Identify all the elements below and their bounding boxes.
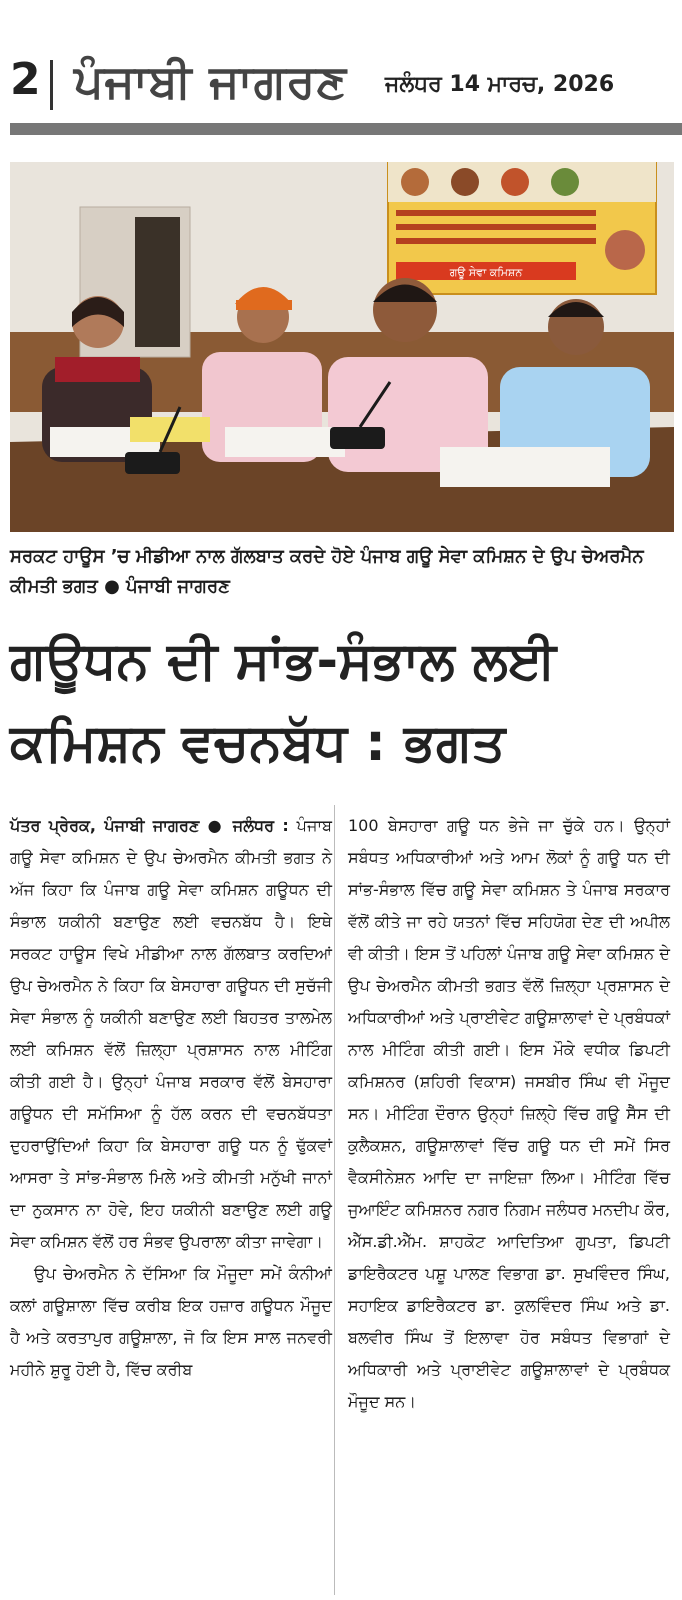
masthead-divider [50, 60, 53, 110]
caption-text: ਸਰਕਟ ਹਾਊਸ ’ਚ ਮੀਡੀਆ ਨਾਲ ਗੱਲਬਾਤ ਕਰਦੇ ਹੋਏ ਪੰਜਾਬ ਗਊ ਸੇਵਾ ਕਮਿਸ਼ਨ ਦੇ ਉਪ ਚੇਅਰਮੈਨ ਕੀਮਤੀ ਭਗਤ [10, 546, 644, 597]
article-paragraph-3: 100 ਬੇਸਹਾਰਾ ਗਊ ਧਨ ਭੇਜੇ ਜਾ ਚੁੱਕੇ ਹਨ। ਉਨ੍ਹਾਂ ਸਬੰਧਤ ਅਧਿਕਾਰੀਆਂ ਅਤੇ ਆਮ ਲੋਕਾਂ ਨੂੰ ਗਊ ਧਨ ਦੀ ਸਾਂਭ-ਸੰਭਾਲ ਵਿੱਚ ਗਊ ਸੇਵਾ ਕਮਿਸ਼ਨ ਤੇ ਪੰਜਾਬ ਸਰਕਾਰ ਵੱਲੋਂ ਕੀਤੇ ਜਾ ਰਹੇ ਯਤਨਾਂ ਵਿੱਚ ਸਹਿਯੋਗ ਦੇਣ ਦੀ ਅਪੀਲ ਵੀ ਕੀਤੀ। ਇਸ ਤੋਂ ਪਹਿਲਾਂ ਪੰਜਾਬ ਗਊ ਸੇਵਾ ਕਮਿਸ਼ਨ ਦੇ ਉਪ ਚੇਅਰਮੈਨ ਕੀਮਤੀ ਭਗਤ ਵੱਲੋਂ ਜ਼ਿਲ੍ਹਾ ਪ੍ਰਸ਼ਾਸਨ ਦੇ ਅਧਿਕਾਰੀਆਂ ਅਤੇ ਪ੍ਰਾਈਵੇਟ ਗਊਸ਼ਾਲਾਵਾਂ ਦੇ ਪ੍ਰਬੰਧਕਾਂ ਨਾਲ ਮੀਟਿੰਗ ਕੀਤੀ ਗਈ। ਇਸ ਮੌਕੇ ਵਧੀਕ ਡਿਪਟੀ ਕਮਿਸ਼ਨਰ (ਸ਼ਹਿਰੀ ਵਿਕਾਸ) ਜਸਬੀਰ ਸਿੰਘ ਵੀ ਮੌਜੂਦ ਸਨ। ਮੀਟਿੰਗ ਦੌਰਾਨ ਉਨ੍ਹਾਂ ਜ਼ਿਲ੍ਹੇ ਵਿੱਚ ਗਊ ਸੈੱਸ ਦੀ ਕੁਲੈਕਸ਼ਨ, ਗਊਸ਼ਾਲਾਵਾਂ ਵਿੱਚ ਗਊ ਧਨ ਦੀ ਸਮੇਂ ਸਿਰ ਵੈਕਸੀਨੇਸ਼ਨ ਆਦਿ ਦਾ ਜਾਇਜ਼ਾ ਲਿਆ। ਮੀਟਿੰਗ ਵਿੱਚ ਜੁਆਇੰਟ ਕਮਿਸ਼ਨਰ ਨਗਰ ਨਿਗਮ ਜਲੰਧਰ ਮਨਦੀਪ ਕੌਰ, ਐੱਸ.ਡੀ.ਐੱਮ. ਸ਼ਾਹਕੋਟ ਆਦਿਤਿਆ ਗੁਪਤਾ, ਡਿਪਟੀ ਡਾਇਰੈਕਟਰ ਪਸ਼ੂ ਪਾਲਣ ਵਿਭਾਗ ਡਾ. ਸੁਖਵਿੰਦਰ ਸਿੰਘ, ਸਹਾਇਕ ਡਾਇਰੈਕਟਰ ਡਾ. ਕੁਲਵਿੰਦਰ ਸਿੰਘ ਅਤੇ ਡਾ. ਬਲਵੀਰ ਸਿੰਘ ਤੋਂ ਇਲਾਵਾ ਹੋਰ ਸਬੰਧਤ ਵਿਭਾਗਾਂ ਦੇ ਅਧਿਕਾਰੀ ਅਤੇ ਪ੍ਰਾਈਵੇਟ ਗਊਸ਼ਾਲਾਵਾਂ ਦੇ ਪ੍ਰਬੰਧਕ ਮੌਜੂਦ ਸਨ। [348, 816, 670, 1411]
banner-text: ਗਊ ਸੇਵਾ ਕਮਿਸ਼ਨ [449, 266, 523, 279]
newspaper-logo: ਪੰਜਾਬੀ ਜਾਗਰਣ [74, 54, 348, 108]
masthead-rule [10, 123, 682, 135]
caption-credit: ● ਪੰਜਾਬੀ ਜਾਗਰਣ [104, 576, 230, 597]
column-divider [334, 805, 335, 1595]
dateline: ਜਲੰਧਰ 14 ਮਾਰਚ, 2026 [385, 72, 615, 97]
photo-caption [10, 542, 674, 602]
byline: ਪੱਤਰ ਪ੍ਰੇਰਕ, ਪੰਜਾਬੀ ਜਾਗਰਣ ● ਜਲੰਧਰ : [10, 816, 289, 835]
masthead [0, 40, 682, 120]
article-paragraph-1: ਪੰਜਾਬ ਗਊ ਸੇਵਾ ਕਮਿਸ਼ਨ ਦੇ ਉਪ ਚੇਅਰਮੈਨ ਕੀਮਤੀ ਭਗਤ ਨੇ ਅੱਜ ਕਿਹਾ ਕਿ ਪੰਜਾਬ ਗਊ ਸੇਵਾ ਕਮਿਸ਼ਨ ਗਊਧਨ ਦੀ ਸੰਭਾਲ ਯਕੀਨੀ ਬਣਾਉਣ ਲਈ ਵਚਨਬੱਧ ਹੈ। ਇਥੇ ਸਰਕਟ ਹਾਊਸ ਵਿਖੇ ਮੀਡੀਆ ਨਾਲ ਗੱਲਬਾਤ ਕਰਦਿਆਂ ਉਪ ਚੇਅਰਮੈਨ ਨੇ ਕਿਹਾ ਕਿ ਬੇਸਹਾਰਾ ਗਊਧਨ ਦੀ ਸੁਚੱਜੀ ਸੇਵਾ ਸੰਭਾਲ ਨੂੰ ਯਕੀਨੀ ਬਣਾਉਣ ਲਈ ਬਿਹਤਰ ਤਾਲਮੇਲ ਲਈ ਕਮਿਸ਼ਨ ਵੱਲੋਂ ਜ਼ਿਲ੍ਹਾ ਪ੍ਰਸ਼ਾਸਨ ਨਾਲ ਮੀਟਿੰਗ ਕੀਤੀ ਗਈ ਹੈ। ਉਨ੍ਹਾਂ ਪੰਜਾਬ ਸਰਕਾਰ ਵੱਲੋਂ ਬੇਸਹਾਰਾ ਗਊਧਨ ਦੀ ਸਮੱਸਿਆ ਨੂੰ ਹੱਲ ਕਰਨ ਦੀ ਵਚਨਬੱਧਤਾ ਦੁਹਰਾਉਂਦਿਆਂ ਕਿਹਾ ਕਿ ਬੇਸਹਾਰਾ ਗਊ ਧਨ ਨੂੰ ਢੁੱਕਵਾਂ ਆਸਰਾ ਤੇ ਸਾਂਭ-ਸੰਭਾਲ ਮਿਲੇ ਅਤੇ ਕੀਮਤੀ ਮਨੁੱਖੀ ਜਾਨਾਂ ਦਾ ਨੁਕਸਾਨ ਨਾ ਹੋਵੇ, ਇਹ ਯਕੀਨੀ ਬਣਾਉਣ ਲਈ ਗਊ ਸੇਵਾ ਕਮਿਸ਼ਨ ਵੱਲੋਂ ਹਰ ਸੰਭਵ ਉਪਰਾਲਾ ਕੀਤਾ ਜਾਵੇਗਾ। [10, 816, 332, 1251]
article-column-left [10, 810, 332, 1386]
article-column-right [348, 810, 670, 1418]
page-number: 2 [10, 54, 41, 105]
meeting-photo-illustration [10, 162, 674, 532]
article-paragraph-2: ਉਪ ਚੇਅਰਮੈਨ ਨੇ ਦੱਸਿਆ ਕਿ ਮੌਜੂਦਾ ਸਮੇਂ ਕੰਨੀਆਂ ਕਲਾਂ ਗਊਸ਼ਾਲਾ ਵਿੱਚ ਕਰੀਬ ਇਕ ਹਜ਼ਾਰ ਗਊਧਨ ਮੌਜੂਦ ਹੈ ਅਤੇ ਕਰਤਾਪੁਰ ਗਊਸ਼ਾਲਾ, ਜੋ ਕਿ ਇਸ ਸਾਲ ਜਨਵਰੀ ਮਹੀਨੇ ਸ਼ੁਰੂ ਹੋਈ ਹੈ, ਵਿੱਚ ਕਰੀਬ [10, 1264, 332, 1379]
news-photo [10, 162, 674, 532]
headline: ਗਊਧਨ ਦੀ ਸਾਂਭ-ਸੰਭਾਲ ਲਈ ਕਮਿਸ਼ਨ ਵਚਨਬੱਧ : ਭਗਤ [10, 631, 557, 773]
